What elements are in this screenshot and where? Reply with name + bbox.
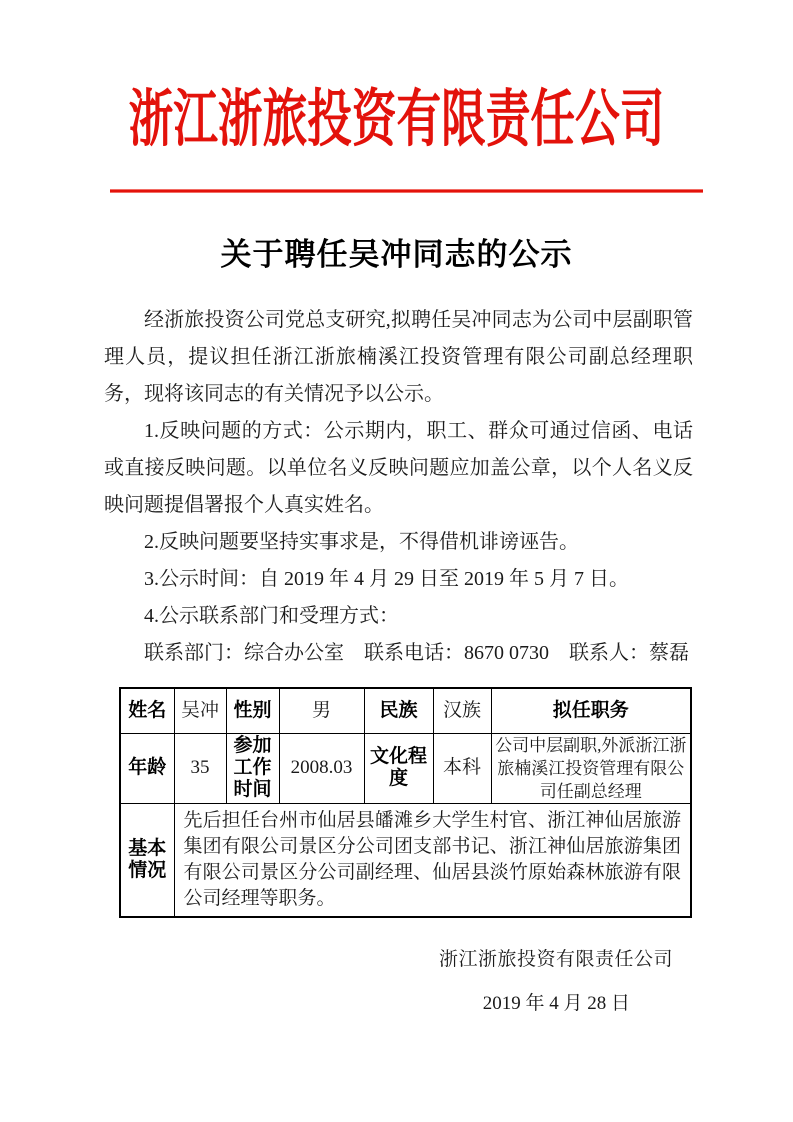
basic-info-label: 基本情况 <box>120 803 174 917</box>
table-row <box>120 733 691 803</box>
work-start-label: 参加工作时间 <box>226 733 279 803</box>
age-label: 年龄 <box>120 733 174 803</box>
basic-info-value: 先后担任台州市仙居县皤滩乡大学生村官、浙江神仙居旅游集团有限公司景区分公司团支部书记、浙江神仙居旅游集团有限公司景区分公司副经理、仙居县淡竹原始森林旅游有限公司经理等职务。 <box>174 803 691 917</box>
masthead-divider-rule <box>110 189 703 193</box>
ethnicity-value: 汉族 <box>433 688 491 733</box>
paragraph-item-3: 3.公示时间：自 2019 年 4 月 29 日至 2019 年 5 月 7 日。 <box>144 568 629 590</box>
education-label: 文化程度 <box>364 733 433 803</box>
education-value: 本科 <box>433 733 491 803</box>
paragraph-item-4: 4.公示联系部门和受理方式： <box>144 605 399 627</box>
paragraph-item-2: 2.反映问题要坚持实事求是，不得借机诽谤诬告。 <box>144 531 579 553</box>
age-value: 35 <box>174 733 226 803</box>
ethnicity-label: 民族 <box>364 688 433 733</box>
candidate-info-table <box>119 687 692 918</box>
work-start-value: 2008.03 <box>279 733 364 803</box>
proposed-position-label: 拟任职务 <box>491 688 691 733</box>
paragraph-contact-info: 联系部门：综合办公室 联系电话：8670 0730 联系人：蔡磊 <box>144 642 689 664</box>
gender-label: 性别 <box>226 688 279 733</box>
paragraph-item-1: 1.反映问题的方式：公示期内，职工、群众可通过信函、电话或直接反映问题。以单位名义反映问题应加盖公章，以个人名义反映问题提倡署报个人真实姓名。 <box>104 420 693 516</box>
table-row <box>120 688 691 733</box>
document-title: 关于聘任吴冲同志的公示 <box>220 237 573 272</box>
name-label: 姓名 <box>120 688 174 733</box>
proposed-position-value: 公司中层副职,外派浙江浙旅楠溪江投资管理有限公司任副总经理 <box>491 733 691 803</box>
signature-date: 2019 年 4 月 28 日 <box>482 993 630 1014</box>
paragraph-opening: 经浙旅投资公司党总支研究,拟聘任吴冲同志为公司中层副职管理人员，提议担任浙江浙旅楠溪江投资管理有限公司副总经理职务，现将该同志的有关情况予以公示。 <box>104 309 693 405</box>
document-body <box>104 302 693 672</box>
name-value: 吴冲 <box>174 688 226 733</box>
gender-value: 男 <box>279 688 364 733</box>
signature-company: 浙江浙旅投资有限责任公司 <box>438 949 673 970</box>
table-row <box>120 803 691 917</box>
company-masthead: 浙江浙旅投资有限责任公司 <box>128 86 665 154</box>
